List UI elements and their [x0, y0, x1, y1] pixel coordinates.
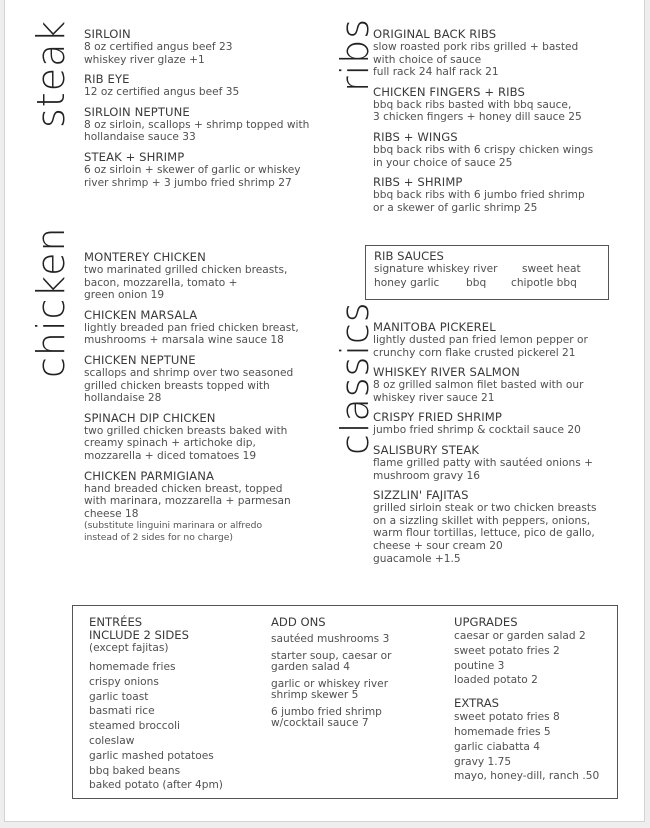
item-desc: scallops and shrimp over two seasoned [84, 366, 294, 379]
entrees-note: (except fajitas) [89, 642, 169, 654]
rib-sauces-box [365, 245, 609, 300]
section-label-chicken: chicken [29, 226, 73, 378]
item-desc: with marinara, mozzarella + parmesan [84, 495, 291, 508]
item-name: SPINACH DIP CHICKEN [84, 410, 216, 425]
item-name: SIRLOIN [84, 27, 131, 41]
item-name: RIB EYE [84, 72, 130, 87]
item-name: WHISKEY RIVER SALMON [373, 365, 520, 380]
item-desc: mozzarella + diced tomatoes 19 [84, 449, 257, 462]
add-on-line: garden salad 4 [271, 661, 350, 673]
side-item: steamed broccoli [89, 720, 180, 733]
extras-title: EXTRAS [454, 696, 500, 711]
item-desc: bbq back ribs with 6 crispy chicken wings [373, 143, 594, 156]
add-on-item [271, 679, 392, 701]
item-desc: two grilled chicken breasts baked with [84, 424, 288, 437]
item-desc: whiskey river sauce 21 [373, 391, 495, 404]
menu-item [373, 131, 593, 169]
menu-item [84, 151, 309, 189]
item-desc: 8 oz sirloin, scallops + shrimp topped with [84, 118, 310, 131]
upgrades-title: UPGRADES [454, 615, 518, 629]
item-desc: 6 oz sirloin + skewer of garlic or whiskey [84, 163, 301, 176]
section-label-classics: classics [333, 301, 377, 455]
item-name: ORIGINAL BACK RIBS [373, 27, 497, 41]
add-on-line: sautéed mushrooms 3 [271, 633, 390, 645]
item-desc: hollandaise 28 [84, 392, 162, 405]
item-desc: lightly dusted pan fried lemon pepper or [373, 334, 588, 346]
extra-item: sweet potato fries 8 [454, 711, 560, 724]
item-desc: guacamole +1.5 [373, 552, 461, 565]
item-name: MONTEREY CHICKEN [84, 250, 206, 264]
entrees-column [89, 616, 223, 793]
menu-item [84, 412, 299, 463]
item-desc: grilled sirloin steak or two chicken breasts [373, 502, 597, 515]
steak-column [84, 28, 309, 196]
item-desc: hollandaise sauce 33 [84, 131, 196, 144]
menu-page [4, 0, 645, 822]
sauce-item: sweet heat [522, 263, 581, 275]
item-desc: bbq back ribs basted with bbq sauce, [373, 98, 572, 111]
item-name: SIRLOIN NEPTUNE [84, 104, 190, 119]
item-name: RIBS + WINGS [373, 129, 458, 144]
item-name: CHICKEN MARSALA [84, 307, 198, 322]
menu-item [373, 321, 597, 359]
item-desc: crunchy corn flake crusted pickerel 21 [373, 346, 576, 359]
classics-column [373, 321, 597, 572]
item-desc: in your choice of sauce 25 [373, 156, 513, 169]
item-desc: with choice of sauce [373, 53, 482, 66]
menu-item [84, 73, 309, 99]
upgrade-item: caesar or garden salad 2 [454, 630, 586, 642]
menu-item [84, 470, 299, 545]
item-name: CHICKEN NEPTUNE [84, 352, 196, 367]
item-desc: bacon, mozzarella, tomato + [84, 276, 238, 289]
item-desc: mushroom gravy 16 [373, 469, 480, 482]
item-desc: flame grilled patty with sautéed onions + [373, 456, 593, 469]
menu-item [373, 28, 593, 79]
item-name: CHICKEN PARMIGIANA [84, 468, 215, 483]
sauce-item: bbq [466, 276, 487, 289]
entrees-title: ENTRÉES [89, 615, 143, 629]
item-note: (substitute linguini marinara or alfredo [84, 520, 263, 532]
item-desc: lightly breaded pan fried chicken breast, [84, 321, 299, 334]
item-desc: river shrimp + 3 jumbo fried shrimp 27 [84, 176, 292, 189]
item-name: SIZZLIN' FAJITAS [373, 488, 469, 503]
side-item: crispy onions [89, 675, 159, 688]
side-item: coleslaw [89, 734, 135, 747]
ribs-column [373, 28, 593, 221]
add-on-line: w/cocktail sauce 7 [271, 717, 369, 729]
extra-item: gravy 1.75 [454, 755, 512, 768]
item-note: instead of 2 sides for no charge) [84, 532, 233, 544]
item-desc: two marinated grilled chicken breasts, [84, 264, 288, 276]
extra-item: homemade fries 5 [454, 725, 551, 738]
add-on-item [271, 707, 392, 729]
item-desc: warm flour tortillas, lettuce, pico de gallo, [373, 527, 595, 540]
add-on-line: garlic or whiskey river [271, 678, 389, 690]
item-desc: on a sizzling skillet with peppers, onions, [373, 514, 591, 527]
item-desc: mushrooms + marsala wine sauce 18 [84, 334, 284, 347]
side-item: basmati rice [89, 705, 155, 718]
section-label-steak: steak [29, 19, 73, 128]
add-on-item [271, 651, 392, 673]
upgrades-column [454, 616, 599, 784]
add-on-line: shrimp skewer 5 [271, 689, 359, 701]
menu-item [84, 28, 309, 66]
add-ons-title: ADD ONS [271, 615, 326, 629]
item-desc: 12 oz certified angus beef 35 [84, 86, 240, 99]
side-item: garlic mashed potatoes [89, 749, 214, 762]
menu-item [373, 176, 593, 214]
sauce-item: chipotle bbq [511, 276, 577, 289]
menu-item [84, 251, 299, 302]
chicken-column [84, 251, 299, 551]
item-desc: creamy spinach + artichoke dip, [84, 437, 256, 450]
menu-item [84, 106, 309, 144]
sides-box [72, 605, 618, 799]
add-on-line: 6 jumbo fried shrimp [271, 706, 382, 718]
sauce-item: signature whiskey river [374, 263, 498, 275]
item-name: CRISPY FRIED SHRIMP [373, 410, 502, 425]
extra-item: garlic ciabatta 4 [454, 740, 541, 753]
item-name: MANITOBA PICKEREL [373, 320, 496, 334]
sauce-row [374, 263, 608, 277]
side-item: bbq baked beans [89, 764, 181, 777]
sauce-row [374, 277, 608, 291]
item-desc: green onion 19 [84, 289, 165, 302]
item-name: STEAK + SHRIMP [84, 149, 185, 164]
upgrade-item: sweet potato fries 2 [454, 644, 560, 657]
item-name: RIBS + SHRIMP [373, 175, 463, 190]
entrees-subtitle: INCLUDE 2 SIDES [89, 628, 189, 642]
menu-item [84, 309, 299, 347]
upgrade-item: poutine 3 [454, 659, 505, 672]
side-item: baked potato (after 4pm) [89, 779, 223, 792]
item-desc: full rack 24 half rack 21 [373, 66, 499, 79]
item-desc: whiskey river glaze +1 [84, 53, 205, 66]
menu-item [373, 411, 597, 437]
item-desc: slow roasted pork ribs grilled + basted [373, 41, 579, 53]
add-on-line: starter soup, caesar or [271, 650, 392, 662]
menu-item [373, 366, 597, 404]
extra-item: mayo, honey-dill, ranch .50 [454, 770, 600, 783]
item-desc: or a skewer of garlic shrimp 25 [373, 201, 538, 214]
item-desc: hand breaded chicken breast, topped [84, 482, 283, 495]
item-desc: cheese + sour cream 20 [373, 539, 503, 552]
add-ons-column [271, 616, 392, 735]
menu-item [373, 489, 597, 565]
menu-item [373, 86, 593, 124]
item-desc: bbq back ribs with 6 jumbo fried shrimp [373, 189, 585, 202]
item-name: SALISBURY STEAK [373, 442, 480, 457]
menu-item [84, 354, 299, 405]
side-item: homemade fries [89, 661, 176, 673]
item-desc: cheese 18 [84, 507, 139, 520]
item-desc: grilled chicken breasts topped with [84, 379, 270, 392]
menu-item [373, 444, 597, 482]
item-desc: 8 oz certified angus beef 23 [84, 41, 233, 53]
rib-sauces-title: RIB SAUCES [374, 249, 444, 263]
upgrade-item: loaded potato 2 [454, 674, 538, 687]
sauce-item: honey garlic [374, 276, 440, 289]
item-desc: 8 oz grilled salmon filet basted with our [373, 379, 584, 392]
section-label-ribs: ribs [333, 17, 377, 92]
item-desc: jumbo fried shrimp & cocktail sauce 20 [373, 424, 581, 437]
item-desc: 3 chicken fingers + honey dill sauce 25 [373, 111, 582, 124]
side-item: garlic toast [89, 690, 149, 703]
add-on-item [271, 634, 392, 645]
item-name: CHICKEN FINGERS + RIBS [373, 84, 525, 99]
